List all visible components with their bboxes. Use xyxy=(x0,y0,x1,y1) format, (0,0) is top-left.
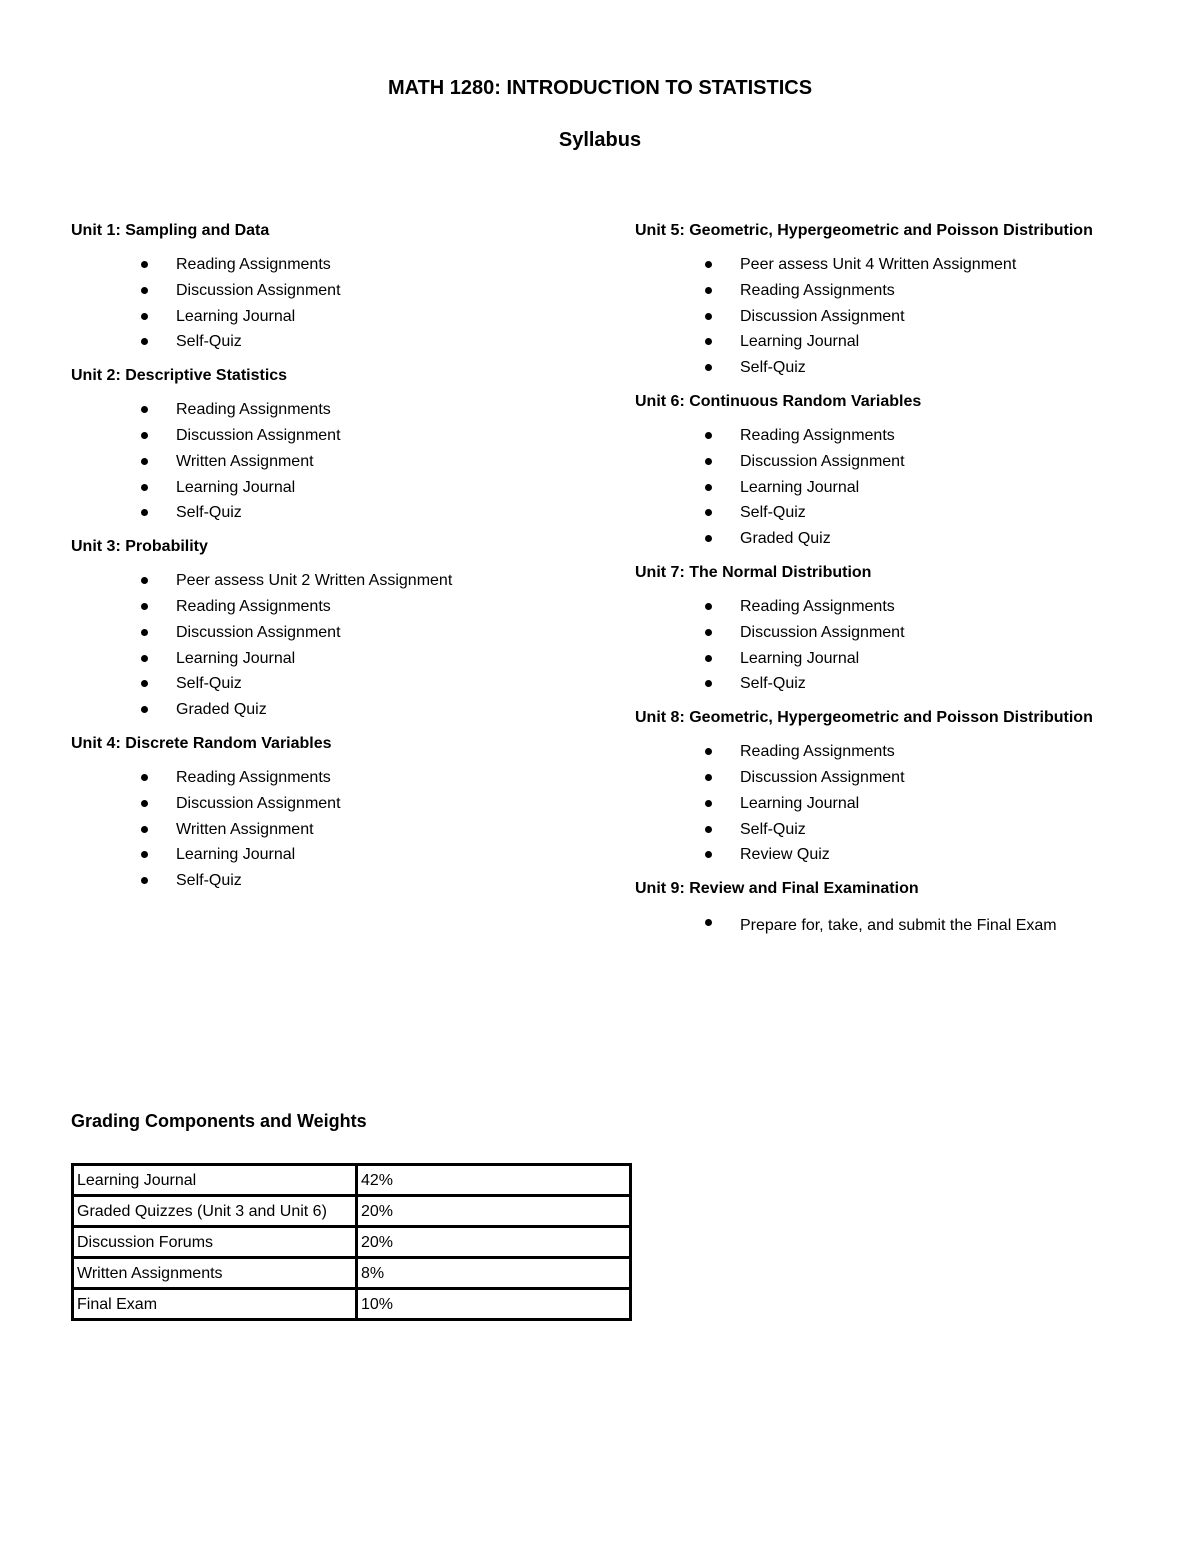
grade-component-cell: Final Exam xyxy=(73,1289,357,1320)
unit-heading: Unit 8: Geometric, Hypergeometric and Poisson Distribution xyxy=(635,709,1093,727)
list-item xyxy=(635,278,1175,304)
list-item-text: Reading Assignments xyxy=(740,426,895,444)
unit-section xyxy=(71,733,611,894)
grade-weight-cell: 20% xyxy=(357,1196,631,1227)
unit-item-list xyxy=(71,252,611,355)
grade-component-cell: Written Assignments xyxy=(73,1258,357,1289)
list-item-text: Discussion Assignment xyxy=(176,426,341,444)
unit-item-list xyxy=(635,910,1175,942)
grade-component-cell: Discussion Forums xyxy=(73,1227,357,1258)
list-item xyxy=(71,329,611,355)
list-item xyxy=(635,646,1175,672)
list-item xyxy=(635,739,1175,765)
list-item xyxy=(71,449,611,475)
list-item-text: Graded Quiz xyxy=(176,701,267,719)
list-item-text: Learning Journal xyxy=(740,649,860,667)
right-column xyxy=(635,220,1175,952)
bullet-icon xyxy=(141,826,148,833)
grade-weight-cell: 20% xyxy=(357,1227,631,1258)
bullet-icon xyxy=(141,509,148,516)
list-item xyxy=(71,500,611,526)
grading-heading: Grading Components and Weights xyxy=(71,1111,367,1131)
list-item-text: Learning Journal xyxy=(176,649,296,667)
list-item xyxy=(635,765,1175,791)
page-title: MATH 1280: INTRODUCTION TO STATISTICS xyxy=(387,77,813,99)
bullet-icon xyxy=(141,603,148,610)
unit-heading: Unit 3: Probability xyxy=(71,538,208,556)
unit-section xyxy=(635,878,1175,942)
list-item-text: Review Quiz xyxy=(740,846,830,864)
list-item xyxy=(635,791,1175,817)
list-item-text: Self-Quiz xyxy=(176,333,242,351)
left-column xyxy=(71,220,611,904)
list-item-text: Written Assignment xyxy=(176,820,314,838)
bullet-icon xyxy=(705,774,712,781)
list-item-text: Learning Journal xyxy=(740,333,860,351)
list-item xyxy=(635,842,1175,868)
bullet-icon xyxy=(141,432,148,439)
list-item xyxy=(635,423,1175,449)
bullet-icon xyxy=(141,287,148,294)
bullet-icon xyxy=(141,484,148,491)
unit-section xyxy=(71,220,611,355)
list-item xyxy=(635,449,1175,475)
bullet-icon xyxy=(141,655,148,662)
page-subtitle: Syllabus xyxy=(558,129,642,151)
list-item xyxy=(635,329,1175,355)
unit-heading: Unit 1: Sampling and Data xyxy=(71,222,270,239)
grade-component-cell: Graded Quizzes (Unit 3 and Unit 6) xyxy=(73,1196,357,1227)
bullet-icon xyxy=(705,851,712,858)
list-item xyxy=(635,526,1175,552)
bullet-icon xyxy=(705,261,712,268)
bullet-icon xyxy=(705,287,712,294)
bullet-icon xyxy=(705,458,712,465)
list-item-text: Self-Quiz xyxy=(740,359,806,377)
unit-item-list xyxy=(635,739,1175,868)
list-item xyxy=(71,568,611,594)
unit-section xyxy=(635,562,1175,697)
list-item xyxy=(71,868,611,894)
bullet-icon xyxy=(141,313,148,320)
list-item xyxy=(71,252,611,278)
list-item-text: Learning Journal xyxy=(176,307,296,325)
bullet-icon xyxy=(141,800,148,807)
list-item-text: Learning Journal xyxy=(176,478,296,496)
list-item-text: Learning Journal xyxy=(740,794,860,812)
list-item xyxy=(635,252,1175,278)
list-item xyxy=(71,594,611,620)
list-item xyxy=(71,842,611,868)
table-row xyxy=(73,1227,631,1258)
bullet-icon xyxy=(705,313,712,320)
unit-heading: Unit 9: Review and Final Examination xyxy=(635,880,919,898)
list-item xyxy=(71,791,611,817)
grade-weight-cell: 42% xyxy=(357,1165,631,1196)
unit-heading: Unit 4: Discrete Random Variables xyxy=(71,734,332,752)
list-item xyxy=(635,910,1175,942)
bullet-icon xyxy=(141,458,148,465)
bullet-icon xyxy=(705,432,712,439)
bullet-icon xyxy=(141,406,148,413)
list-item-text: Learning Journal xyxy=(176,846,296,864)
table-row xyxy=(73,1258,631,1289)
bullet-icon xyxy=(705,919,712,926)
table-row xyxy=(73,1289,631,1320)
list-item-text: Self-Quiz xyxy=(740,675,806,693)
list-item-text: Reading Assignments xyxy=(176,401,331,419)
list-item-text: Learning Journal xyxy=(740,478,860,496)
bullet-icon xyxy=(705,364,712,371)
list-item xyxy=(635,817,1175,843)
list-item xyxy=(71,646,611,672)
unit-heading: Unit 6: Continuous Random Variables xyxy=(635,392,922,410)
list-item-text: Discussion Assignment xyxy=(740,623,905,641)
bullet-icon xyxy=(705,603,712,610)
bullet-icon xyxy=(705,484,712,491)
table-row xyxy=(73,1165,631,1196)
bullet-icon xyxy=(141,680,148,687)
unit-section xyxy=(635,220,1175,381)
list-item-text: Discussion Assignment xyxy=(740,307,905,325)
list-item-text: Reading Assignments xyxy=(740,597,895,615)
list-item xyxy=(635,594,1175,620)
bullet-icon xyxy=(141,706,148,713)
list-item xyxy=(71,304,611,330)
list-item-text: Prepare for, take, and submit the Final Exam xyxy=(740,917,1057,935)
unit-item-list xyxy=(71,397,611,526)
list-item xyxy=(635,671,1175,697)
list-item-text: Self-Quiz xyxy=(740,504,806,522)
list-item-text: Reading Assignments xyxy=(176,768,331,786)
bullet-icon xyxy=(141,629,148,636)
bullet-icon xyxy=(705,338,712,345)
list-item-text: Reading Assignments xyxy=(740,743,895,761)
unit-item-list xyxy=(71,765,611,894)
bullet-icon xyxy=(141,338,148,345)
grade-weight-cell: 10% xyxy=(357,1289,631,1320)
list-item-text: Discussion Assignment xyxy=(740,452,905,470)
list-item xyxy=(71,423,611,449)
unit-item-list xyxy=(635,594,1175,697)
list-item-text: Reading Assignments xyxy=(176,256,331,273)
list-item xyxy=(71,765,611,791)
bullet-icon xyxy=(141,851,148,858)
list-item-text: Graded Quiz xyxy=(740,530,831,548)
unit-heading: Unit 2: Descriptive Statistics xyxy=(71,367,288,385)
list-item xyxy=(71,278,611,304)
list-item-text: Discussion Assignment xyxy=(740,768,905,786)
bullet-icon xyxy=(705,655,712,662)
list-item xyxy=(635,304,1175,330)
list-item-text: Reading Assignments xyxy=(740,281,895,299)
unit-section xyxy=(635,707,1175,868)
list-item xyxy=(635,620,1175,646)
list-item-text: Discussion Assignment xyxy=(176,623,341,641)
bullet-icon xyxy=(705,680,712,687)
list-item-text: Self-Quiz xyxy=(176,872,242,890)
list-item xyxy=(635,475,1175,501)
bullet-icon xyxy=(705,748,712,755)
bullet-icon xyxy=(141,877,148,884)
list-item xyxy=(635,355,1175,381)
grading-table xyxy=(71,1163,632,1321)
bullet-icon xyxy=(141,577,148,584)
list-item-text: Peer assess Unit 2 Written Assignment xyxy=(176,572,453,590)
bullet-icon xyxy=(141,774,148,781)
bullet-icon xyxy=(705,535,712,542)
list-item-text: Self-Quiz xyxy=(176,504,242,522)
unit-section xyxy=(71,536,611,723)
bullet-icon xyxy=(141,261,148,268)
list-item-text: Discussion Assignment xyxy=(176,281,341,299)
unit-item-list xyxy=(635,252,1175,381)
bullet-icon xyxy=(705,800,712,807)
list-item xyxy=(71,671,611,697)
list-item-text: Self-Quiz xyxy=(176,675,242,693)
unit-heading: Unit 7: The Normal Distribution xyxy=(635,563,872,581)
unit-heading: Unit 5: Geometric, Hypergeometric and Poisson Distribution xyxy=(635,222,1093,239)
list-item xyxy=(635,500,1175,526)
list-item-text: Peer assess Unit 4 Written Assignment xyxy=(740,256,1017,273)
grade-weight-cell: 8% xyxy=(357,1258,631,1289)
list-item-text: Written Assignment xyxy=(176,452,314,470)
unit-item-list xyxy=(635,423,1175,552)
list-item xyxy=(71,475,611,501)
grade-component-cell: Learning Journal xyxy=(73,1165,357,1196)
bullet-icon xyxy=(705,826,712,833)
list-item-text: Self-Quiz xyxy=(740,820,806,838)
list-item xyxy=(71,620,611,646)
bullet-icon xyxy=(705,509,712,516)
list-item xyxy=(71,397,611,423)
list-item xyxy=(71,817,611,843)
bullet-icon xyxy=(705,629,712,636)
unit-item-list xyxy=(71,568,611,723)
unit-section xyxy=(71,365,611,526)
unit-section xyxy=(635,391,1175,552)
list-item-text: Reading Assignments xyxy=(176,597,331,615)
list-item-text: Discussion Assignment xyxy=(176,794,341,812)
list-item xyxy=(71,697,611,723)
table-row xyxy=(73,1196,631,1227)
